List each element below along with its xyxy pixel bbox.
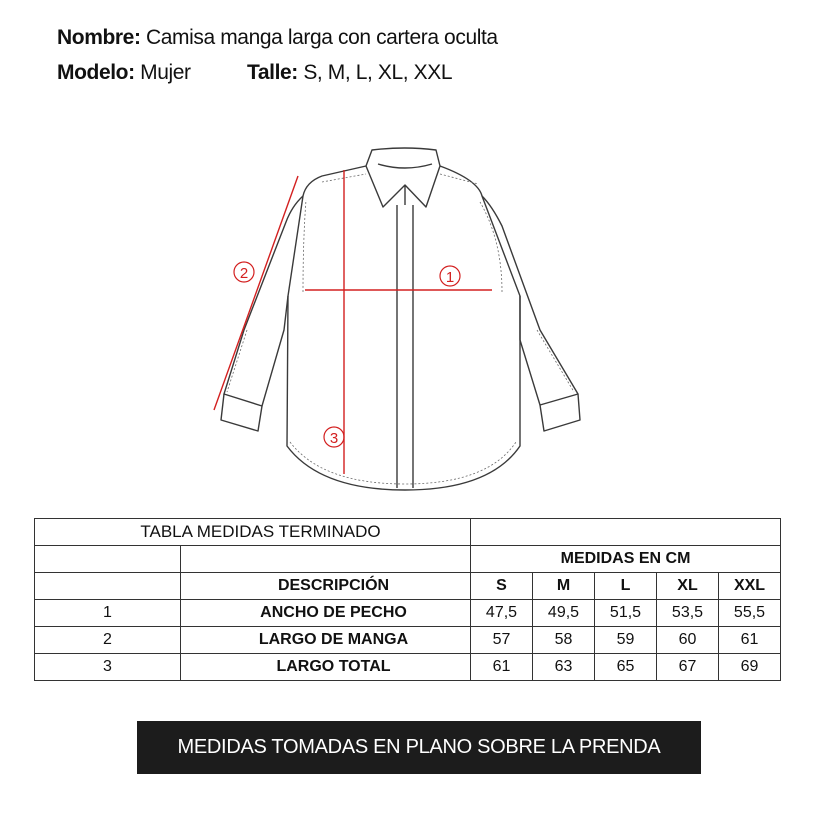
cell-value: 58	[533, 627, 595, 654]
sleeve-length-line	[214, 176, 298, 410]
table-row	[35, 627, 781, 654]
size-header-xl: XL	[657, 573, 719, 600]
desc-header: DESCRIPCIÓN	[181, 573, 471, 600]
table-group-row	[35, 546, 781, 573]
cell-value: 61	[719, 627, 781, 654]
size-header-s: S	[471, 573, 533, 600]
measurement-note-banner	[137, 721, 701, 774]
size-value: S, M, L, XL, XXL	[297, 61, 453, 84]
model-label: Modelo:	[57, 61, 135, 84]
size-header-m: M	[533, 573, 595, 600]
cell-value: 61	[471, 654, 533, 681]
row-description: LARGO DE MANGA	[181, 627, 471, 654]
cell-value: 65	[595, 654, 657, 681]
table-row	[35, 600, 781, 627]
marker-chest	[440, 266, 460, 286]
shirt-collar	[366, 148, 440, 207]
row-number: 1	[35, 600, 181, 627]
row-number: 3	[35, 654, 181, 681]
size-header-l: L	[595, 573, 657, 600]
garment-model	[57, 61, 191, 85]
cell-value: 63	[533, 654, 595, 681]
size-header-xxl: XXL	[719, 573, 781, 600]
shirt-diagram	[200, 140, 600, 500]
shirt-right-sleeve	[482, 196, 578, 405]
shirt-body-outline	[287, 166, 520, 490]
cell-value: 60	[657, 627, 719, 654]
cell-value: 59	[595, 627, 657, 654]
cell-value: 53,5	[657, 600, 719, 627]
size-label: Talle:	[247, 61, 298, 84]
row-description: ANCHO DE PECHO	[181, 600, 471, 627]
marker-total	[324, 427, 344, 447]
cell-value: 51,5	[595, 600, 657, 627]
name-value: Camisa manga larga con cartera oculta	[140, 26, 498, 49]
cell-value: 55,5	[719, 600, 781, 627]
garment-name	[57, 26, 498, 50]
cell-value: 69	[719, 654, 781, 681]
cell-value: 47,5	[471, 600, 533, 627]
marker-3-label: 3	[329, 430, 339, 447]
shirt-left-sleeve	[224, 196, 303, 406]
group-header: MEDIDAS EN CM	[471, 546, 781, 573]
row-description: LARGO TOTAL	[181, 654, 471, 681]
marker-sleeve	[234, 262, 254, 282]
cell-value: 49,5	[533, 600, 595, 627]
garment-sizes	[247, 61, 452, 85]
table-header-row	[35, 573, 781, 600]
marker-1-label: 1	[445, 269, 455, 286]
table-title-row	[35, 519, 781, 546]
marker-2-label: 2	[239, 265, 249, 282]
row-number: 2	[35, 627, 181, 654]
shirt-placket	[397, 205, 413, 488]
size-chart-table	[34, 518, 781, 681]
table-row	[35, 654, 781, 681]
cell-value: 67	[657, 654, 719, 681]
banner-text: MEDIDAS TOMADAS EN PLANO SOBRE LA PRENDA	[177, 736, 661, 758]
model-value: Mujer	[134, 61, 191, 84]
name-label: Nombre:	[57, 26, 141, 49]
cell-value: 57	[471, 627, 533, 654]
measure-lines	[214, 170, 492, 474]
table-title: TABLA MEDIDAS TERMINADO	[35, 519, 471, 546]
table-title-blank	[471, 519, 781, 546]
